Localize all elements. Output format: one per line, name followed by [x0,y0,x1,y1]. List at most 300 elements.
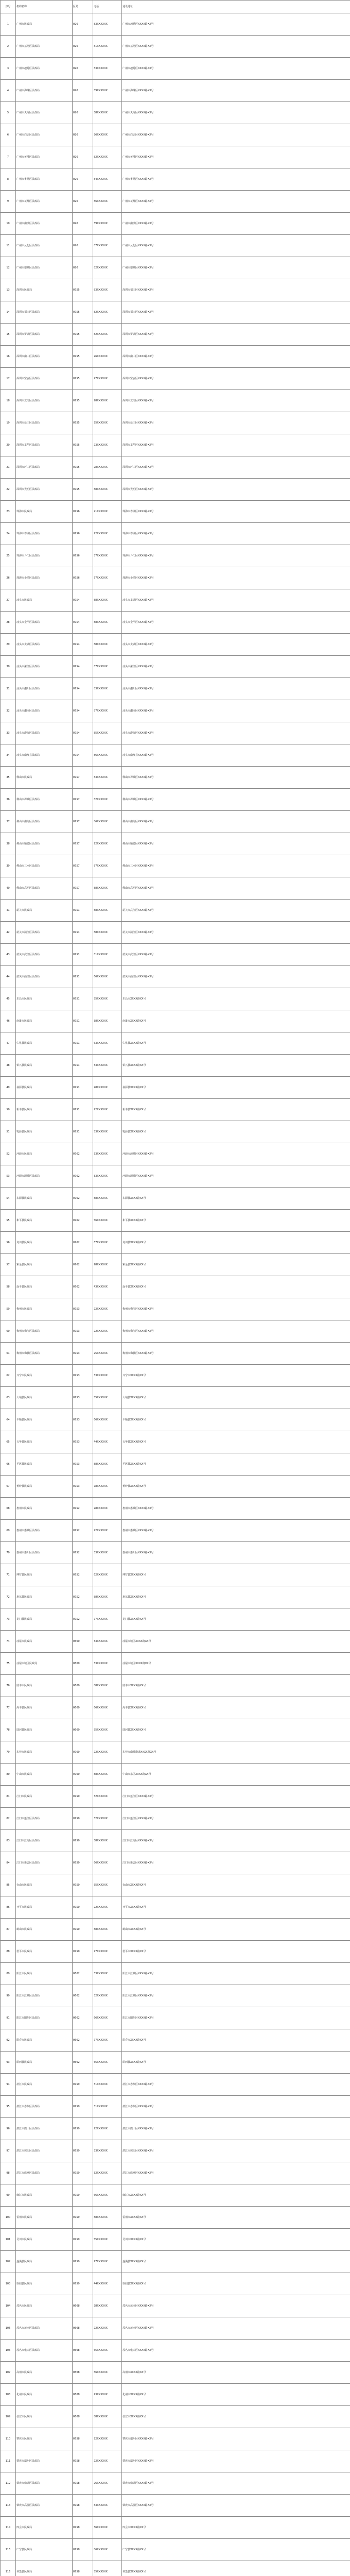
cell-phone: 63XXXXXX [93,1032,122,1055]
cell-area-code: 020 [73,124,93,146]
cell-name: 丰顺县民政局 [16,1409,73,1431]
cell-name: 韶关市曲江区民政局 [16,966,73,988]
cell-address: 信宜市XXXX路XX号 [122,2406,350,2428]
cell-phone: 88XXXXXX [93,634,122,656]
cell-name: 汕头市潮阳区民政局 [16,678,73,700]
cell-seq: 62 [1,1365,16,1387]
cell-address: 阳春市XXXX路XX号 [122,2029,350,2052]
cell-seq: 40 [1,877,16,900]
cell-address: 佛山市禅城区XXXX路XX号 [122,767,350,789]
cell-name: 汕头市南澳县民政局 [16,744,73,767]
cell-name: 梅州市梅县区民政局 [16,1343,73,1365]
cell-address: 深圳市龙华区XXXX路XX号 [122,434,350,456]
cell-area-code: 0753 [73,1453,93,1476]
table-row [1,213,350,235]
cell-area-code: 0762 [73,1165,93,1188]
table-row [1,434,350,456]
cell-seq: 17 [1,368,16,390]
cell-address: 乐昌市XXXX路XX号 [122,988,350,1010]
cell-seq: 8 [1,168,16,191]
cell-address: 珠海市金湾区XXXX路XX号 [122,567,350,589]
cell-name: 怀集县民政局 [16,2561,73,2576]
table-row [1,1719,350,1741]
cell-name: 雷州市民政局 [16,2207,73,2229]
table-row [1,767,350,789]
cell-address: 惠州市惠城区XXXX路XX号 [122,1498,350,1520]
cell-seq: 30 [1,656,16,678]
cell-phone: 28XXXXXX [93,456,122,479]
cell-area-code: 0759 [73,2074,93,2096]
cell-seq: 29 [1,634,16,656]
table-row [1,1077,350,1099]
cell-address: 韶关市浈江区XXXX路XX号 [122,922,350,944]
cell-address: 汕头市金平区XXXX路XX号 [122,612,350,634]
cell-phone: 77XXXXXX [93,2029,122,2052]
cell-phone: 33XXXXXX [93,1542,122,1564]
header-name: 机构名称 [16,1,73,13]
table-row [1,1941,350,1963]
cell-address: 河源市源城区XXXX路XX号 [122,1143,350,1165]
table-row [1,257,350,279]
cell-area-code: 0759 [73,2251,93,2273]
table-row [1,1675,350,1697]
cell-area-code: 0752 [73,1520,93,1542]
cell-seq: 102 [1,2251,16,2273]
table-row [1,1631,350,1653]
cell-phone: 31XXXXXX [93,2074,122,2096]
cell-name: 中山市民政局 [16,1764,73,1786]
cell-address: 广州市天河区XXXX路XX号 [122,102,350,124]
cell-name: 珠海市香洲区民政局 [16,523,73,545]
cell-phone: 66XXXXXX [93,1409,122,1431]
cell-seq: 48 [1,1055,16,1077]
cell-phone: 44XXXXXX [93,1431,122,1453]
cell-address: 高州市XXXX路XX号 [122,2362,350,2384]
cell-name: 大埔县民政局 [16,1387,73,1409]
table-row [1,124,350,146]
cell-name: 茂名市茂南区民政局 [16,2317,73,2340]
cell-name: 汕头市龙湖区民政局 [16,634,73,656]
cell-name: 广州市增城区民政局 [16,257,73,279]
table-row [1,1808,350,1830]
cell-phone: 32XXXXXX [93,2162,122,2184]
cell-area-code: 0751 [73,1010,93,1032]
cell-name: 韶关市民政局 [16,900,73,922]
cell-seq: 45 [1,988,16,1010]
cell-seq: 20 [1,434,16,456]
cell-phone: 22XXXXXX [93,2450,122,2472]
cell-name: 湛江市赤坎区民政局 [16,2096,73,2118]
cell-seq: 69 [1,1520,16,1542]
cell-name: 五华县民政局 [16,1431,73,1453]
cell-name: 肇庆市民政局 [16,2428,73,2450]
cell-seq: 21 [1,456,16,479]
cell-address: 佛山市禅城区XXXX路XX号 [122,789,350,811]
cell-phone: 62XXXXXX [93,1564,122,1586]
cell-phone: 66XXXXXX [93,1852,122,1874]
cell-name: 汕头市金平区民政局 [16,612,73,634]
table-row [1,1143,350,1165]
cell-seq: 14 [1,301,16,324]
cell-area-code: 0756 [73,523,93,545]
cell-area-code: 0662 [73,1985,93,2007]
cell-phone: 25XXXXXX [93,412,122,434]
table-row [1,1764,350,1786]
cell-area-code: 020 [73,102,93,124]
cell-area-code: 0660 [73,1719,93,1741]
cell-area-code: 0753 [73,1298,93,1320]
cell-area-code: 0753 [73,1365,93,1387]
cell-name: 广州市荔湾区民政局 [16,36,73,58]
cell-area-code: 0755 [73,324,93,346]
table-row [1,988,350,1010]
cell-area-code: 0762 [73,1254,93,1276]
cell-phone: 55XXXXXX [93,2052,122,2074]
cell-area-code: 0753 [73,1409,93,1431]
cell-seq: 91 [1,2007,16,2029]
table-row [1,922,350,944]
cell-area-code: 0750 [73,1808,93,1830]
cell-seq: 83 [1,1830,16,1852]
table-row [1,1453,350,1476]
table-row [1,2561,350,2576]
cell-seq: 71 [1,1564,16,1586]
cell-address: 中山市东区XXXX路XX号 [122,1764,350,1786]
cell-phone: 88XXXXXX [93,1586,122,1608]
cell-address: 汕头市濠江区XXXX路XX号 [122,656,350,678]
cell-area-code: 0755 [73,390,93,412]
table-row [1,1741,350,1764]
cell-phone: 38XXXXXX [93,102,122,124]
cell-phone: 82XXXXXX [93,257,122,279]
cell-area-code: 0750 [73,1874,93,1896]
cell-seq: 58 [1,1276,16,1298]
table-row [1,2317,350,2340]
cell-seq: 92 [1,2029,16,2052]
cell-area-code: 0759 [73,2184,93,2207]
cell-seq: 93 [1,2052,16,2074]
cell-area-code: 0755 [73,346,93,368]
cell-name: 深圳市龙岗区民政局 [16,390,73,412]
cell-area-code: 0757 [73,811,93,833]
cell-seq: 113 [1,2495,16,2517]
cell-phone: 53XXXXXX [93,1121,122,1143]
table-row [1,2052,350,2074]
table-row [1,13,350,36]
cell-phone: 87XXXXXX [93,656,122,678]
cell-phone: 66XXXXXX [93,2007,122,2029]
cell-name: 江门市蓬江区民政局 [16,1808,73,1830]
table-row [1,2517,350,2539]
table-row [1,279,350,301]
table-row [1,1919,350,1941]
cell-address: 紫金县XXXX路XX号 [122,1254,350,1276]
table-row [1,412,350,434]
cell-seq: 3 [1,58,16,80]
cell-phone: 77XXXXXX [93,567,122,589]
cell-seq: 6 [1,124,16,146]
cell-seq: 52 [1,1143,16,1165]
cell-phone: 28XXXXXX [93,1077,122,1099]
cell-phone: 88XXXXXX [93,1675,122,1697]
table-row [1,2406,350,2428]
cell-address: 佛山市顺德区XXXX路XX号 [122,833,350,855]
cell-seq: 55 [1,1210,16,1232]
cell-phone: 78XXXXXX [93,1476,122,1498]
cell-name: 韶关市武江区民政局 [16,944,73,966]
cell-phone: 84XXXXXX [93,168,122,191]
cell-seq: 105 [1,2317,16,2340]
cell-phone: 82XXXXXX [93,789,122,811]
cell-address: 广州市增城区XXXX路XX号 [122,257,350,279]
cell-area-code: 0754 [73,700,93,722]
cell-seq: 77 [1,1697,16,1719]
cell-phone: 82XXXXXX [93,324,122,346]
cell-area-code: 0751 [73,966,93,988]
cell-seq: 50 [1,1099,16,1121]
table-row [1,1254,350,1276]
cell-address: 佛山市高明区XXXX路XX号 [122,877,350,900]
cell-name: 平远县民政局 [16,1453,73,1476]
cell-address: 珠海市香洲区XXXX路XX号 [122,523,350,545]
cell-address: 海丰县XXXX路XX号 [122,1697,350,1719]
cell-area-code: 0754 [73,722,93,744]
table-row [1,1099,350,1121]
table-row [1,1985,350,2007]
cell-name: 始兴县民政局 [16,1055,73,1077]
table-row [1,1320,350,1343]
cell-address: 珠海市斗门区XXXX路XX号 [122,545,350,567]
cell-area-code: 0753 [73,1343,93,1365]
table-row [1,1498,350,1520]
header-address: 通讯地址 [122,1,350,13]
cell-address: 湛江市霞山区XXXX路XX号 [122,2118,350,2140]
cell-phone: 88XXXXXX [93,1919,122,1941]
table-row [1,2162,350,2184]
cell-name: 化州市民政局 [16,2384,73,2406]
cell-address: 深圳市福田区XXXX路XX号 [122,301,350,324]
cell-phone: 55XXXXXX [93,1874,122,1896]
table-row [1,2384,350,2406]
cell-phone: 83XXXXXX [93,58,122,80]
cell-area-code: 0759 [73,2229,93,2251]
table-row [1,2273,350,2295]
cell-address: 陆丰市XXXX路XX号 [122,1675,350,1697]
cell-address: 江门市蓬江区XXXX路XX号 [122,1808,350,1830]
cell-address: 江门市新会区XXXX路XX号 [122,1852,350,1874]
cell-name: 鹤山市民政局 [16,1919,73,1941]
cell-phone: 66XXXXXX [93,2362,122,2384]
table-row [1,479,350,501]
header-phone: 电话 [93,1,122,13]
cell-name: 汕尾市城区民政局 [16,1653,73,1675]
cell-address: 肇庆市端州区XXXX路XX号 [122,2450,350,2472]
cell-name: 阳西县民政局 [16,2052,73,2074]
table-row [1,656,350,678]
cell-address: 龙川县XXXX路XX号 [122,1232,350,1254]
cell-address: 吴川市XXXX路XX号 [122,2229,350,2251]
cell-address: 南雄市XXXX路XX号 [122,1010,350,1032]
cell-name: 广州市越秀区民政局 [16,58,73,80]
cell-seq: 42 [1,922,16,944]
cell-address: 平远县XXXX路XX号 [122,1453,350,1476]
cell-seq: 86 [1,1896,16,1919]
table-row [1,456,350,479]
table-row [1,390,350,412]
cell-phone: 33XXXXXX [93,1963,122,1985]
cell-phone: 22XXXXXX [93,1896,122,1919]
cell-area-code: 0756 [73,501,93,523]
cell-area-code: 0668 [73,2406,93,2428]
cell-name: 广州市南沙区民政局 [16,213,73,235]
cell-name: 阳江市阳东区民政局 [16,2007,73,2029]
cell-address: 深圳市坪山区XXXX路XX号 [122,456,350,479]
cell-seq: 79 [1,1741,16,1764]
table-row [1,789,350,811]
cell-address: 东源县XXXX路XX号 [122,1188,350,1210]
cell-address: 肇庆市鼎湖区XXXX路XX号 [122,2472,350,2495]
cell-area-code: 020 [73,58,93,80]
cell-seq: 73 [1,1608,16,1631]
table-row [1,1298,350,1320]
cell-address: 深圳市宝安区XXXX路XX号 [122,368,350,390]
table-row [1,811,350,833]
table-row [1,1409,350,1431]
cell-seq: 4 [1,80,16,102]
cell-name: 广州市天河区民政局 [16,102,73,124]
cell-name: 湛江市麻章区民政局 [16,2162,73,2184]
cell-name: 阳春市民政局 [16,2029,73,2052]
cell-address: 兴宁市XXXX路XX号 [122,1365,350,1387]
cell-area-code: 0668 [73,2317,93,2340]
cell-phone: 55XXXXXX [93,1387,122,1409]
cell-address: 汕头市澄海区XXXX路XX号 [122,722,350,744]
cell-address: 大埔县XXXX路XX号 [122,1387,350,1409]
cell-name: 湛江市霞山区民政局 [16,2118,73,2140]
cell-phone: 22XXXXXX [93,523,122,545]
cell-name: 开平市民政局 [16,1896,73,1919]
table-row [1,2340,350,2362]
cell-phone: 67XXXXXX [93,1232,122,1254]
cell-area-code: 0762 [73,1276,93,1298]
cell-name: 汕尾市民政局 [16,1631,73,1653]
cell-address: 遂溪县XXXX路XX号 [122,2251,350,2273]
cell-name: 汕头市濠江区民政局 [16,656,73,678]
table-row [1,1542,350,1564]
cell-phone: 28XXXXXX [93,2295,122,2317]
table-row [1,877,350,900]
cell-seq: 11 [1,235,16,257]
cell-address: 蕉岭县XXXX路XX号 [122,1476,350,1498]
cell-phone: 21XXXXXX [93,501,122,523]
cell-address: 广州市荔湾区XXXX路XX号 [122,36,350,58]
cell-phone: 32XXXXXX [93,1985,122,2007]
table-row [1,80,350,102]
cell-area-code: 0760 [73,1764,93,1786]
cell-address: 汕尾市城区XXXX路XX号 [122,1653,350,1675]
cell-phone: 32XXXXXX [93,1786,122,1808]
cell-name: 韶关市浈江区民政局 [16,922,73,944]
table-row [1,2428,350,2450]
cell-seq: 114 [1,2517,16,2539]
cell-seq: 22 [1,479,16,501]
cell-seq: 78 [1,1719,16,1741]
cell-name: 仁化县民政局 [16,1032,73,1055]
cell-area-code: 0754 [73,744,93,767]
cell-seq: 75 [1,1653,16,1675]
cell-name: 佛山市顺德区民政局 [16,833,73,855]
cell-address: 恩平市XXXX路XX号 [122,1941,350,1963]
cell-seq: 76 [1,1675,16,1697]
cell-name: 广州市黄埔区民政局 [16,146,73,168]
cell-phone: 22XXXXXX [93,1099,122,1121]
cell-address: 韶关市曲江区XXXX路XX号 [122,966,350,988]
cell-seq: 109 [1,2406,16,2428]
cell-area-code: 0754 [73,634,93,656]
cell-area-code: 0752 [73,1608,93,1631]
cell-area-code: 0751 [73,1077,93,1099]
cell-seq: 112 [1,2472,16,2495]
table-row [1,1586,350,1608]
cell-phone: 26XXXXXX [93,346,122,368]
cell-address: 龙门县XXXX路XX号 [122,1608,350,1631]
cell-phone: 28XXXXXX [93,390,122,412]
cell-address: 阳江市江城区XXXX路XX号 [122,1985,350,2007]
cell-seq: 87 [1,1919,16,1941]
cell-address: 鹤山市XXXX路XX号 [122,1919,350,1941]
cell-name: 湛江市坡头区民政局 [16,2140,73,2162]
cell-phone: 25XXXXXX [93,1343,122,1365]
cell-name: 新丰县民政局 [16,1099,73,1121]
cell-phone: 83XXXXXX [93,13,122,36]
cell-phone: 38XXXXXX [93,1830,122,1852]
cell-seq: 13 [1,279,16,301]
table-row [1,1520,350,1542]
cell-address: 博罗县XXXX路XX号 [122,1564,350,1586]
cell-name: 肇庆市高要区民政局 [16,2495,73,2517]
table-row [1,2229,350,2251]
cell-phone: 83XXXXXX [93,279,122,301]
cell-seq: 37 [1,811,16,833]
cell-area-code: 0750 [73,1830,93,1852]
cell-address: 仁化县XXXX路XX号 [122,1032,350,1055]
cell-phone: 88XXXXXX [93,589,122,612]
cell-seq: 18 [1,390,16,412]
cell-phone: 82XXXXXX [93,301,122,324]
cell-address: 广州市黄埔区XXXX路XX号 [122,146,350,168]
cell-address: 广州市番禺区XXXX路XX号 [122,168,350,191]
cell-area-code: 0662 [73,2052,93,2074]
cell-area-code: 0759 [73,2140,93,2162]
table-row [1,1431,350,1453]
cell-seq: 44 [1,966,16,988]
cell-name: 深圳市宝安区民政局 [16,368,73,390]
cell-area-code: 0754 [73,678,93,700]
cell-address: 江门市江海区XXXX路XX号 [122,1830,350,1852]
cell-seq: 32 [1,700,16,722]
cell-address: 廉江市XXXX路XX号 [122,2184,350,2207]
cell-seq: 107 [1,2362,16,2384]
table-row [1,523,350,545]
cell-name: 连平县民政局 [16,1276,73,1298]
cell-phone: 77XXXXXX [93,1608,122,1631]
table-row [1,2140,350,2162]
cell-area-code: 0758 [73,2450,93,2472]
table-body [1,13,350,2576]
cell-phone: 89XXXXXX [93,80,122,102]
cell-seq: 94 [1,2074,16,2096]
cell-phone: 88XXXXXX [93,479,122,501]
